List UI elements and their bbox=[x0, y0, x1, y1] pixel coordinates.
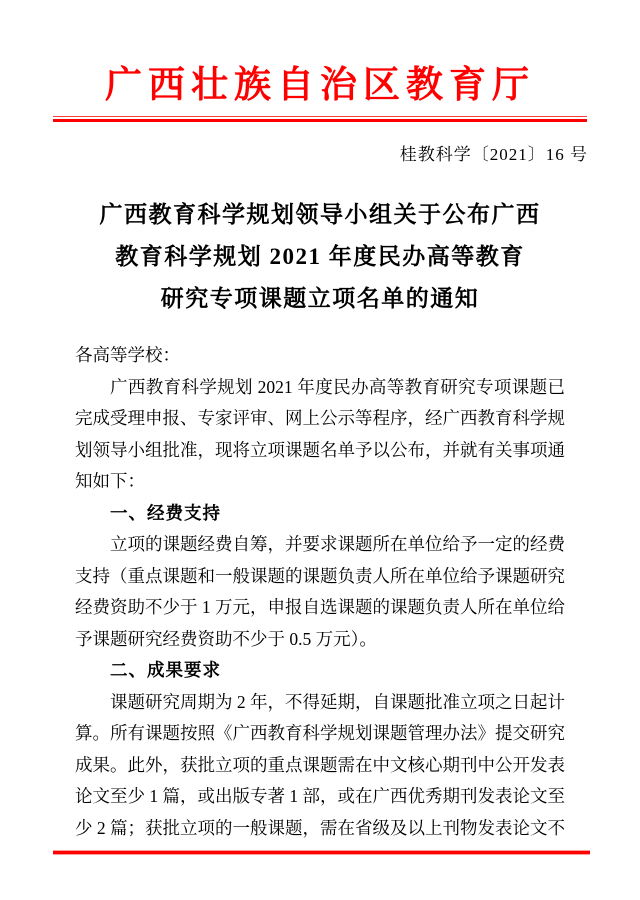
letterhead-divider-line bbox=[53, 116, 587, 122]
page-footer-line bbox=[53, 851, 590, 854]
document-body bbox=[75, 340, 565, 844]
notice-title-line-1: 广西教育科学规划领导小组关于公布广西 bbox=[99, 202, 541, 227]
section-2-heading: 二、成果要求 bbox=[110, 660, 221, 680]
issuing-authority-title: 广西壮族自治区教育厅 bbox=[105, 65, 535, 106]
document-reference-number: 桂教科学〔2021〕16 号 bbox=[399, 145, 588, 164]
salutation: 各高等学校： bbox=[75, 345, 180, 365]
section-2-paragraph: 课题研究周期为 2 年，不得延期，自课题批准立项之日起计算。所有课题按照《广西教育科学规划课题管理办法》提交研究成果。此外，获批立项的重点课题需在中文核心期刊中公开发表论文至少 1 篇，或出版专著 1 部，或在广西优秀期刊发表论文至少 2 篇；获批立项的一般课题，需在省级及以上刊物发表论文不 bbox=[75, 691, 565, 838]
intro-paragraph: 广西教育科学规划 2021 年度民办高等教育研究专项课题已完成受理申报、专家评审、网上公示等程序，经广西教育科学规划领导小组批准，现将立项课题名单予以公布，并就有关事项通知如下： bbox=[75, 376, 565, 491]
notice-title bbox=[40, 194, 600, 320]
section-1-paragraph: 立项的课题经费自筹，并要求课题所在单位给予一定的经费支持（重点课题和一般课题的课题负责人所在单位给予课题研究经费资助不少于 1 万元，申报自选课题的课题负责人所在单位给予课题研究经费资助不少于 0.5 万元）。 bbox=[75, 534, 565, 649]
notice-title-line-3: 研究专项课题立项名单的通知 bbox=[160, 286, 480, 311]
notice-title-line-2: 教育科学规划 2021 年度民办高等教育 bbox=[115, 244, 525, 269]
section-1-heading: 一、经费支持 bbox=[110, 502, 221, 523]
